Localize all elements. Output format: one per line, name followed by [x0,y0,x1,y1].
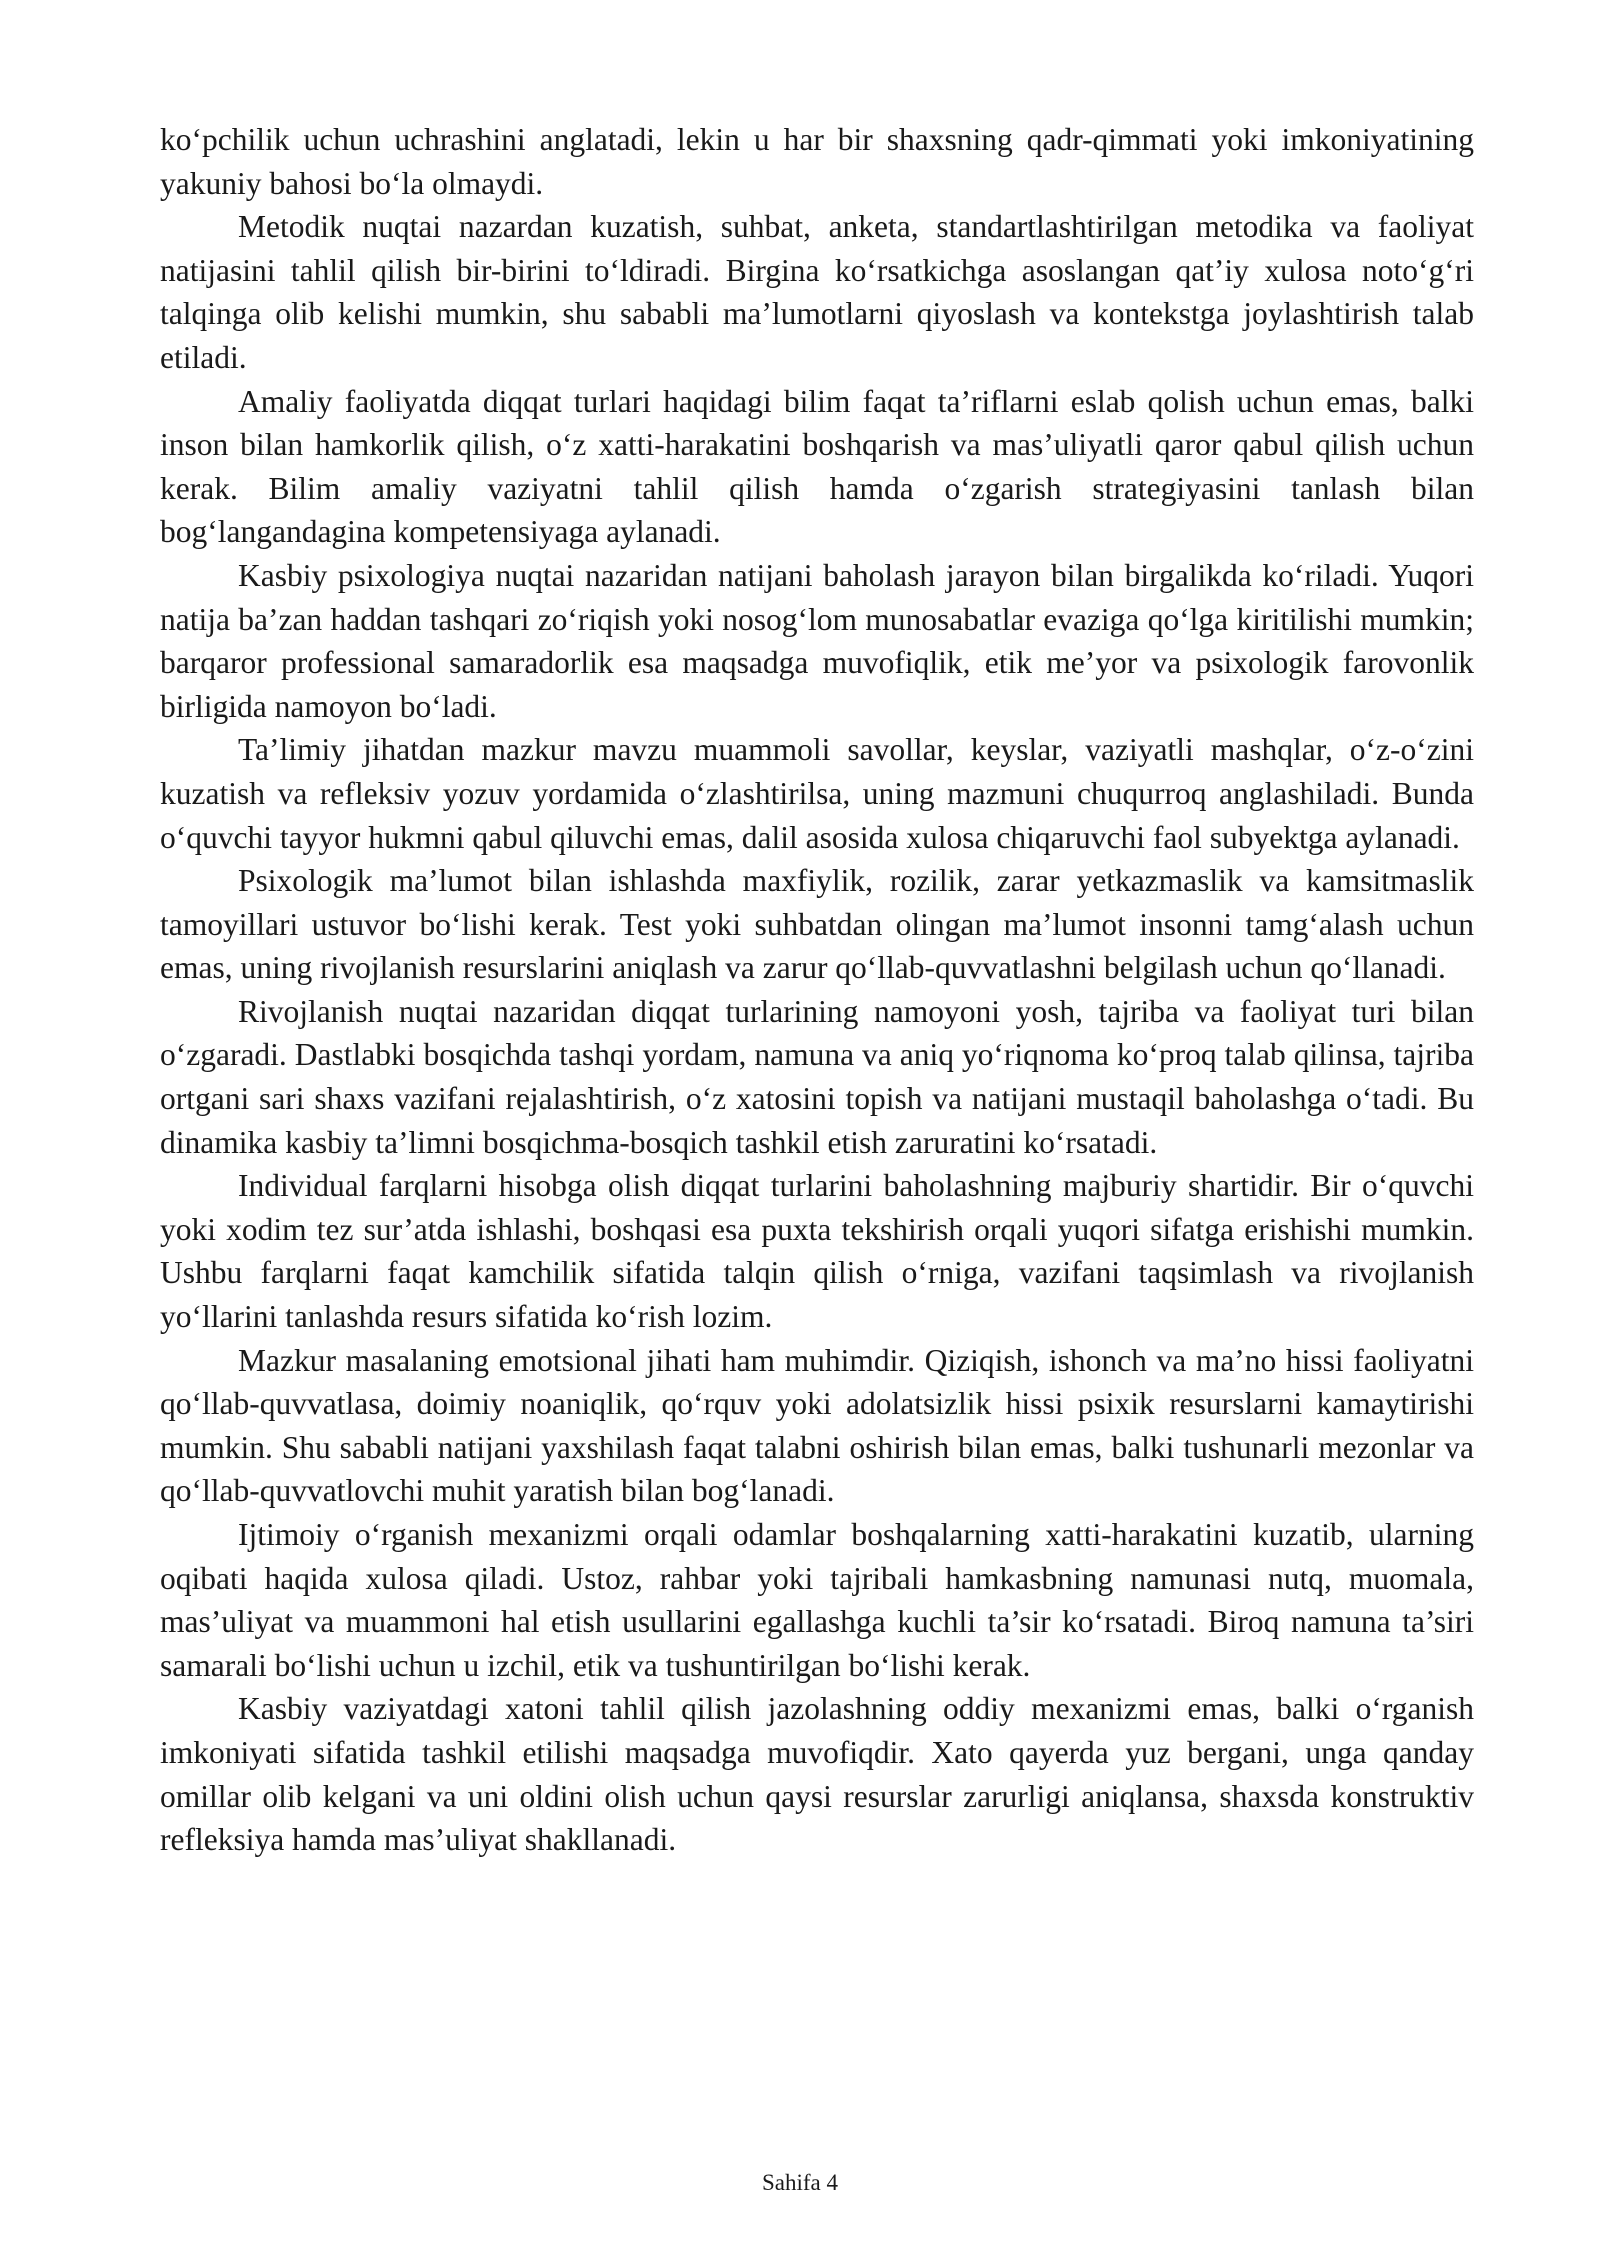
page-number: Sahifa 4 [761,2170,838,2195]
paragraph-continued: ko‘pchilik uchun uchrashini anglatadi, lekin u har bir shaxsning qadr-qimmati yoki imkoniyatining yakuniy bahosi bo‘la olmaydi. [160,122,1474,201]
paragraph: Kasbiy vaziyatdagi xatoni tahlil qilish jazolashning oddiy mexanizmi emas, balki o‘rganish imkoniyati sifatida tashkil etilishi maqsadga muvofiqdir. Xato qayerda yuz bergani, unga qanday omillar olib kelgani va uni oldini olish uchun qaysi resurslar zarurligi aniqlansa, shaxsda konstruktiv refleksiya hamda mas’uliyat shakllanadi. [160,1691,1474,1858]
paragraph: Mazkur masalaning emotsional jihati ham muhimdir. Qiziqish, ishonch va ma’no hissi faoliyatni qo‘llab-quvvatlasa, doimiy noaniqlik, qo‘rquv yoki adolatsizlik hissi psixik resurslarni kamaytirishi mumkin. Shu sababli natijani yaxshilash faqat talabni oshirish bilan emas, balki tushunarli mezonlar va qo‘llab-quvvatlovchi muhit yaratish bilan bog‘lanadi. [160,1342,1474,1509]
paragraph: Metodik nuqtai nazardan kuzatish, suhbat, anketa, standartlashtirilgan metodika va faoliyat natijasini tahlil qilish bir-birini to‘ldiradi. Birgina ko‘rsatkichga asoslangan qat’iy xulosa noto‘g‘ri talqinga olib kelishi mumkin, shu sababli ma’lumotlarni qiyoslash va kontekstga joylashtirish talab etiladi. [160,209,1474,375]
paragraph: Kasbiy psixologiya nuqtai nazaridan natijani baholash jarayon bilan birgalikda ko‘riladi. Yuqori natija ba’zan haddan tashqari zo‘riqish yoki nosog‘lom munosabatlar evaziga qo‘lga kiritilishi mumkin; barqaror professional samaradorlik esa maqsadga muvofiqlik, etik me’yor va psixologik farovonlik birligida namoyon bo‘ladi. [160,557,1474,724]
document-body [160,118,1474,1862]
paragraph: Psixologik ma’lumot bilan ishlashda maxfiylik, rozilik, zarar yetkazmaslik va kamsitmaslik tamoyillari ustuvor bo‘lishi kerak. Test yoki suhbatdan olingan ma’lumot insonni tamg‘alash uchun emas, uning rivojlanish resurslarini aniqlash va zarur qo‘llab-quvvatlashni belgilash uchun qo‘llanadi. [160,863,1474,986]
paragraph: Rivojlanish nuqtai nazaridan diqqat turlarining namoyoni yosh, tajriba va faoliyat turi bilan o‘zgaradi. Dastlabki bosqichda tashqi yordam, namuna va aniq yo‘riqnoma ko‘proq talab qilinsa, tajriba ortgani sari shaxs vazifani rejalashtirish, o‘z xatosini topish va natijani mustaqil baholashga o‘tadi. Bu dinamika kasbiy ta’limni bosqichma-bosqich tashkil etish zaruratini ko‘rsatadi. [160,993,1474,1160]
paragraph: Ta’limiy jihatdan mazkur mavzu muammoli savollar, keyslar, vaziyatli mashqlar, o‘z-o‘zini kuzatish va refleksiv yozuv yordamida o‘zlashtirilsa, uning mazmuni chuqurroq anglashiladi. Bunda o‘quvchi tayyor hukmni qabul qiluvchi emas, dalil asosida xulosa chiqaruvchi faol subyektga aylanadi. [160,732,1474,855]
paragraph: Ijtimoiy o‘rganish mexanizmi orqali odamlar boshqalarning xatti-harakatini kuzatib, ularning oqibati haqida xulosa qiladi. Ustoz, rahbar yoki tajribali hamkasbning namunasi nutq, muomala, mas’uliyat va muammoni hal etish usullarini egallashga kuchli ta’sir ko‘rsatadi. Biroq namuna ta’siri samarali bo‘lishi uchun u izchil, etik va tushuntirilgan bo‘lishi kerak. [160,1517,1474,1683]
paragraph: Amaliy faoliyatda diqqat turlari haqidagi bilim faqat ta’riflarni eslab qolish uchun emas, balki inson bilan hamkorlik qilish, o‘z xatti-harakatini boshqarish va mas’uliyatli qaror qabul qilish uchun kerak. Bilim amaliy vaziyatni tahlil qilish hamda o‘zgarish strategiyasini tanlash bilan bog‘langandagina kompetensiyaga aylanadi. [160,383,1474,550]
paragraph: Individual farqlarni hisobga olish diqqat turlarini baholashning majburiy shartidir. Bir o‘quvchi yoki xodim tez sur’atda ishlashi, boshqasi esa puxta tekshirish orqali yuqori sifatga erishishi mumkin. Ushbu farqlarni faqat kamchilik sifatida talqin qilish o‘rniga, vazifani taqsimlash va rivojlanish yo‘llarini tanlashda resurs sifatida ko‘rish lozim. [160,1168,1474,1335]
